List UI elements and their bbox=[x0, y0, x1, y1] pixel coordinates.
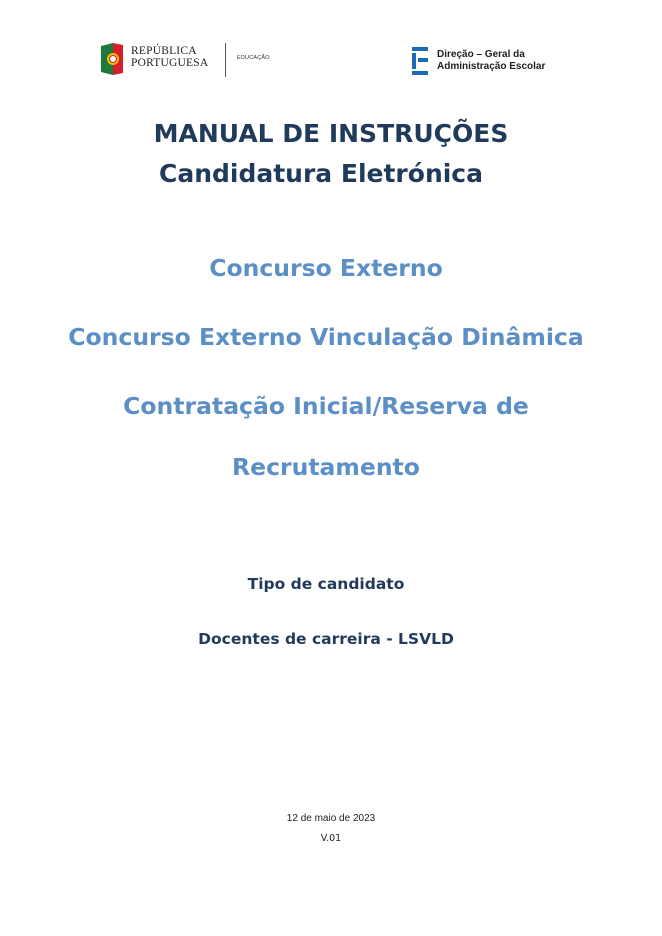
dgae-logo bbox=[412, 45, 562, 77]
dgae-line-2: Administração Escolar bbox=[437, 61, 546, 72]
republica-portuguesa-text bbox=[131, 45, 208, 69]
document-version: V.01 bbox=[320, 833, 342, 844]
dgae-logo-mark-icon bbox=[412, 47, 430, 75]
contest-name: Concurso Externo Vinculação Dinâmica bbox=[68, 323, 584, 351]
logo-line-2: PORTUGUESA bbox=[131, 57, 209, 69]
candidate-type-value: Docentes de carreira - LSVLD bbox=[198, 630, 454, 648]
logo-line-1: REPÚBLICA bbox=[131, 45, 197, 57]
logo-divider bbox=[225, 43, 226, 77]
portuguese-republic-emblem-icon bbox=[99, 42, 125, 76]
contest-name-continued: Recrutamento bbox=[232, 453, 420, 481]
republica-portuguesa-logo bbox=[99, 42, 279, 78]
manual-title: MANUAL DE INSTRUÇÕES bbox=[153, 119, 509, 148]
dgae-line-1: Direção – Geral da bbox=[437, 49, 525, 60]
contest-name: Contratação Inicial/Reserva de bbox=[123, 392, 529, 420]
dgae-text bbox=[437, 49, 545, 73]
candidate-type-label: Tipo de candidato bbox=[247, 575, 405, 593]
document-date: 12 de maio de 2023 bbox=[286, 813, 376, 824]
contest-name: Concurso Externo bbox=[209, 254, 443, 282]
manual-subtitle: Candidatura Eletrónica bbox=[158, 159, 483, 188]
department-label: EDUCAÇÃO bbox=[237, 55, 270, 61]
